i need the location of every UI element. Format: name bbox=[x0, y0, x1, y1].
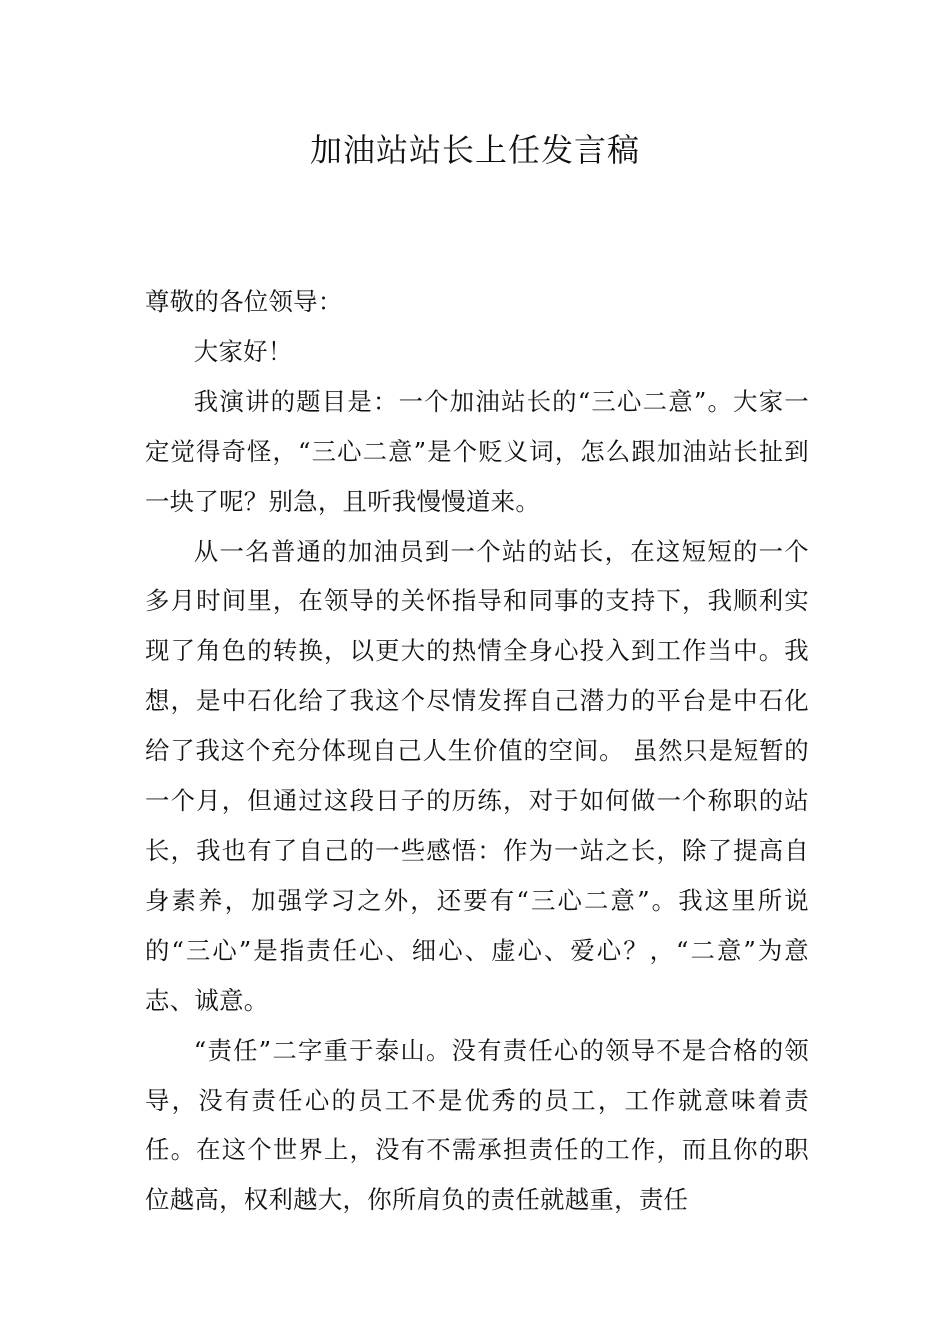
salutation: 尊敬的各位领导： bbox=[145, 287, 343, 316]
paragraph-topic: 我演讲的题目是：一个加油站长的“三心二意”。大家一定觉得奇怪，“三心二意”是个贬义词，怎么跟加油站长扯到一块了呢？别急，且听我慢慢道来。 bbox=[145, 386, 809, 516]
document-title: 加油站站长上任发言稿 bbox=[309, 131, 640, 169]
document-body bbox=[145, 277, 809, 1225]
paragraph-responsibility: “责任”二字重于泰山。没有责任心的领导不是合格的领导，没有责任心的员工不是优秀的员工，工作就意味着责任。在这个世界上，没有不需承担责任的工作，而且你的职位越高，权利越大，你所肩负的责任就越重，责任 bbox=[145, 1035, 809, 1215]
paragraph-experience: 从一名普通的加油员到一个站的站长，在这短短的一个多月时间里，在领导的关怀指导和同事的支持下，我顺利实现了角色的转换，以更大的热情全身心投入到工作当中。我想，是中石化给了我这个尽情发挥自己潜力的平台是中石化给了我这个充分体现自己人生价值的空间。 虽然只是短暂的一个月，但通过这段日子的历练，对于如何做一个称职的站长，我也有了自己的一些感悟：作为一站之长，除了提高自身素养，加强学习之外，还要有“三心二意”。我这里所说的“三心”是指责任心、细心、虚心、爱心？，“二意”为意志、诚意。 bbox=[145, 536, 809, 1015]
paragraph-greeting: 大家好！ bbox=[193, 336, 293, 366]
